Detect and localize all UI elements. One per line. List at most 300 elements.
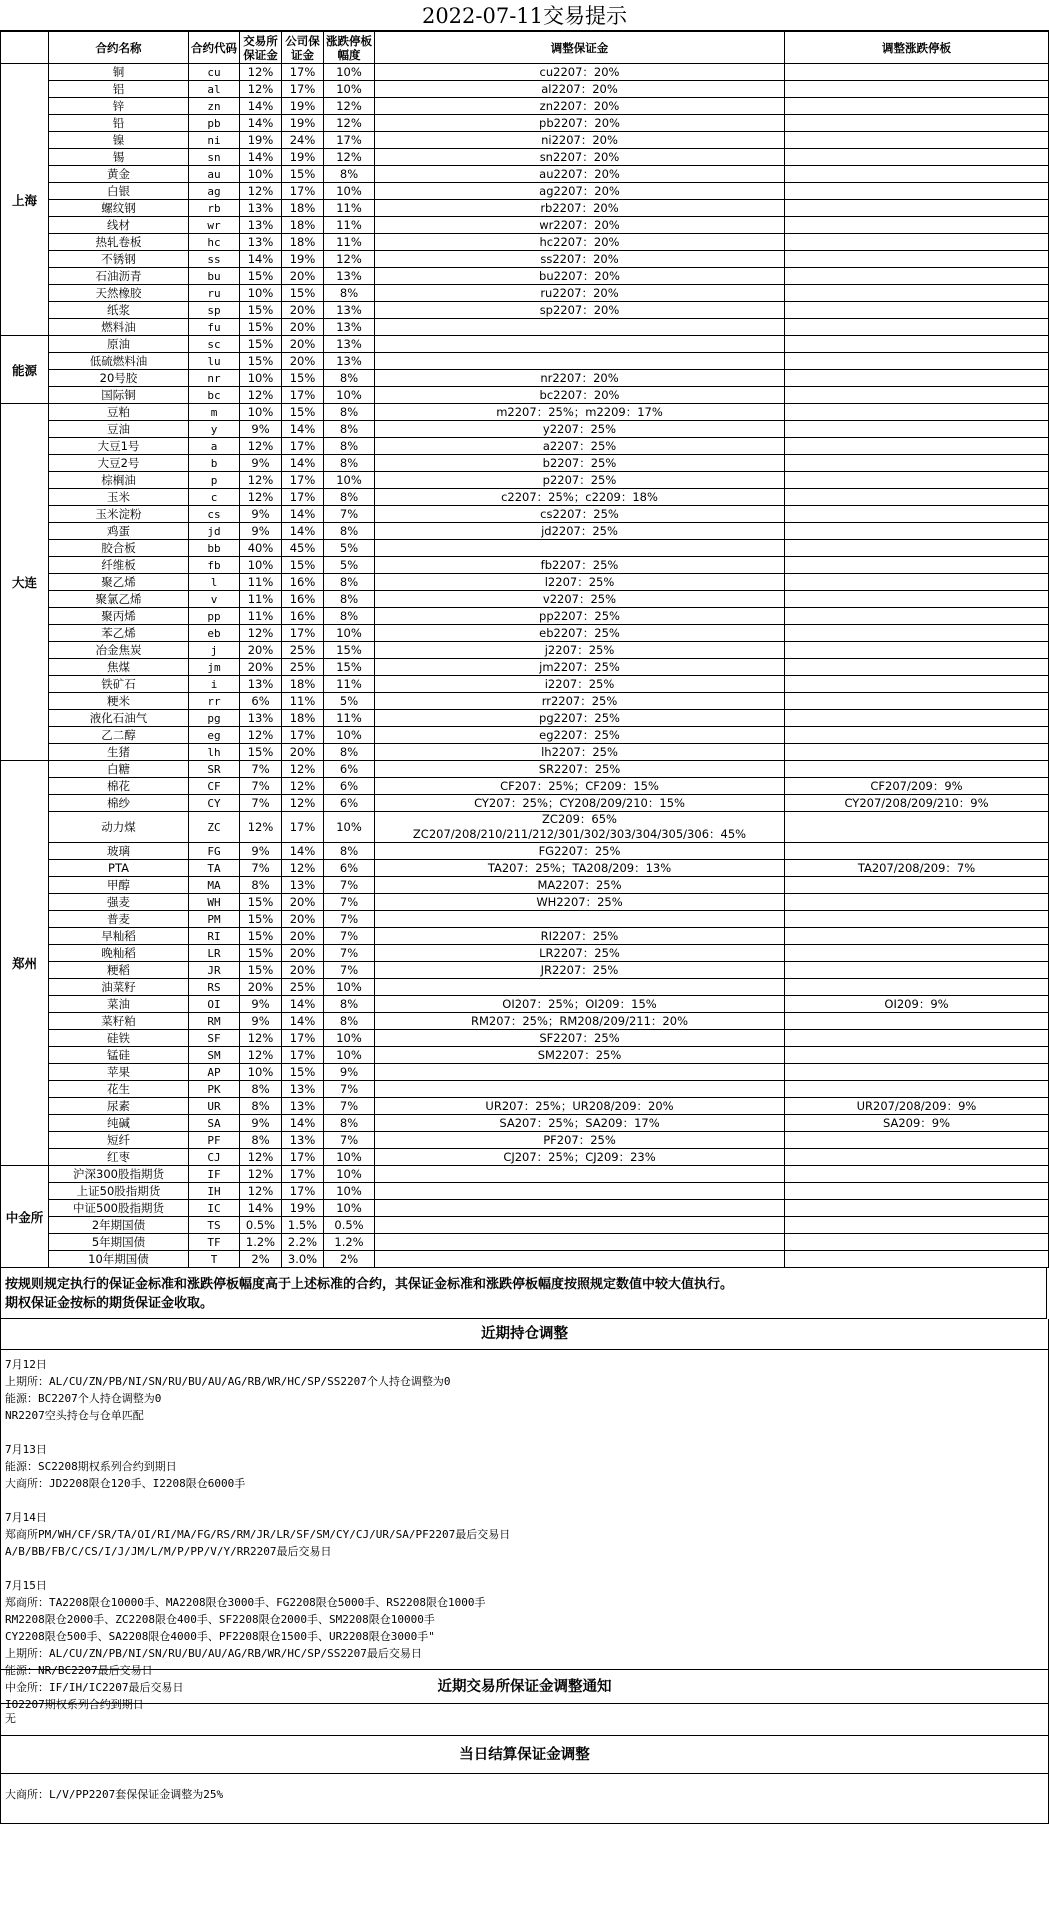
table-row — [1, 608, 1049, 625]
price-limit-cell: 8% — [324, 843, 375, 860]
contract-name-cell: 上证50股指期货 — [49, 1183, 189, 1200]
settlement-adjust-body: 大商所：L/V/PP2207套保保证金调整为25% — [0, 1774, 1049, 1824]
company-margin-cell: 17% — [282, 625, 324, 642]
table-row — [1, 132, 1049, 149]
exchange-margin-cell: 15% — [240, 353, 282, 370]
company-margin-cell: 20% — [282, 911, 324, 928]
contract-name-cell: 棉花 — [49, 778, 189, 795]
company-margin-cell: 25% — [282, 659, 324, 676]
price-limit-cell: 8% — [324, 608, 375, 625]
contract-code-cell: IF — [189, 1166, 240, 1183]
contract-code-cell: nr — [189, 370, 240, 387]
price-limit-cell: 10% — [324, 1047, 375, 1064]
contract-code-cell: ss — [189, 251, 240, 268]
contract-code-cell: ni — [189, 132, 240, 149]
price-limit-cell: 11% — [324, 217, 375, 234]
price-limit-cell: 10% — [324, 1200, 375, 1217]
table-row — [1, 336, 1049, 353]
company-margin-cell: 14% — [282, 523, 324, 540]
contract-code-cell: CJ — [189, 1149, 240, 1166]
exchange-margin-cell: 10% — [240, 1064, 282, 1081]
exchange-margin-cell: 12% — [240, 489, 282, 506]
contract-code-cell: eb — [189, 625, 240, 642]
contract-code-cell: lu — [189, 353, 240, 370]
price-limit-cell: 17% — [324, 132, 375, 149]
contract-code-cell: jd — [189, 523, 240, 540]
adjusted-margin-cell: SA207：25%；SA209：17% — [375, 1115, 785, 1132]
exchange-name-cell: 大连 — [1, 404, 49, 761]
contract-code-cell: pp — [189, 608, 240, 625]
table-row — [1, 727, 1049, 744]
adjusted-margin-cell: MA2207：25% — [375, 877, 785, 894]
contract-name-cell: 燃料油 — [49, 319, 189, 336]
company-margin-cell: 14% — [282, 843, 324, 860]
company-margin-cell: 13% — [282, 1081, 324, 1098]
price-limit-cell: 10% — [324, 183, 375, 200]
adjusted-margin-cell: SM2207：25% — [375, 1047, 785, 1064]
rule-note-line-1: 按规则规定执行的保证金标准和涨跌停板幅度高于上述标准的合约，其保证金标准和涨跌停板幅度按照规定数值中较大值执行。 — [5, 1277, 734, 1292]
company-margin-cell: 16% — [282, 574, 324, 591]
exchange-margin-cell: 15% — [240, 302, 282, 319]
company-margin-cell: 15% — [282, 404, 324, 421]
contract-name-cell: 生猪 — [49, 744, 189, 761]
contract-code-cell: hc — [189, 234, 240, 251]
adjusted-limit-cell — [785, 557, 1049, 574]
price-limit-cell: 10% — [324, 81, 375, 98]
adjusted-limit-cell — [785, 1234, 1049, 1251]
company-margin-cell: 19% — [282, 149, 324, 166]
adjusted-margin-cell: j2207：25% — [375, 642, 785, 659]
adjusted-margin-cell: i2207：25% — [375, 676, 785, 693]
adjusted-margin-cell — [375, 1200, 785, 1217]
exchange-margin-cell: 12% — [240, 1183, 282, 1200]
adjusted-limit-cell — [785, 489, 1049, 506]
price-limit-cell: 6% — [324, 778, 375, 795]
adjusted-limit-cell — [785, 591, 1049, 608]
table-row — [1, 911, 1049, 928]
contract-name-cell: 不锈钢 — [49, 251, 189, 268]
contract-name-cell: 锌 — [49, 98, 189, 115]
table-row — [1, 149, 1049, 166]
price-limit-cell: 5% — [324, 557, 375, 574]
exchange-margin-cell: 15% — [240, 962, 282, 979]
company-margin-cell: 17% — [282, 1183, 324, 1200]
adjusted-margin-cell: rr2207：25% — [375, 693, 785, 710]
adjusted-limit-cell — [785, 894, 1049, 911]
adjusted-margin-cell: al2207：20% — [375, 81, 785, 98]
adjusted-margin-cell: zn2207：20% — [375, 98, 785, 115]
price-limit-cell: 0.5% — [324, 1217, 375, 1234]
contract-name-cell: 强麦 — [49, 894, 189, 911]
adjusted-margin-cell: pb2207：20% — [375, 115, 785, 132]
table-row — [1, 217, 1049, 234]
price-limit-cell: 8% — [324, 574, 375, 591]
price-limit-cell: 10% — [324, 625, 375, 642]
adjusted-margin-cell: pg2207：25% — [375, 710, 785, 727]
adjusted-limit-cell — [785, 642, 1049, 659]
contract-code-cell: PK — [189, 1081, 240, 1098]
adjusted-margin-cell: m2207：25%；m2209：17% — [375, 404, 785, 421]
adjusted-margin-cell: l2207：25% — [375, 574, 785, 591]
adjusted-limit-cell — [785, 659, 1049, 676]
contract-code-cell: j — [189, 642, 240, 659]
table-row — [1, 523, 1049, 540]
price-limit-cell: 8% — [324, 523, 375, 540]
price-limit-cell: 7% — [324, 894, 375, 911]
header-co-margin: 公司保证金 — [282, 32, 324, 64]
company-margin-cell: 19% — [282, 1200, 324, 1217]
contract-name-cell: 中证500股指期货 — [49, 1200, 189, 1217]
contract-name-cell: 铁矿石 — [49, 676, 189, 693]
adjusted-margin-cell: SR2207：25% — [375, 761, 785, 778]
rule-note-line-2: 期权保证金按标的期货保证金收取。 — [5, 1296, 214, 1311]
exchange-margin-cell: 15% — [240, 744, 282, 761]
table-row — [1, 625, 1049, 642]
table-row — [1, 319, 1049, 336]
adjusted-limit-cell — [785, 353, 1049, 370]
contract-name-cell: 普麦 — [49, 911, 189, 928]
table-row — [1, 1251, 1049, 1268]
adjusted-limit-cell — [785, 1149, 1049, 1166]
header-limit: 涨跌停板幅度 — [324, 32, 375, 64]
table-row — [1, 945, 1049, 962]
contract-name-cell: 铅 — [49, 115, 189, 132]
price-limit-cell: 13% — [324, 319, 375, 336]
adjusted-limit-cell — [785, 81, 1049, 98]
company-margin-cell: 20% — [282, 302, 324, 319]
contract-code-cell: TS — [189, 1217, 240, 1234]
adjusted-limit-cell — [785, 319, 1049, 336]
adjusted-margin-cell: ru2207：20% — [375, 285, 785, 302]
exchange-margin-cell: 11% — [240, 608, 282, 625]
adjusted-margin-cell: bc2207：20% — [375, 387, 785, 404]
adjusted-margin-cell: jm2207：25% — [375, 659, 785, 676]
company-margin-cell: 20% — [282, 928, 324, 945]
company-margin-cell: 12% — [282, 860, 324, 877]
adjusted-margin-cell: rb2207：20% — [375, 200, 785, 217]
adjusted-limit-cell — [785, 1081, 1049, 1098]
adjusted-margin-cell — [375, 1234, 785, 1251]
company-margin-cell: 17% — [282, 81, 324, 98]
adjusted-limit-cell — [785, 1251, 1049, 1268]
table-row — [1, 472, 1049, 489]
adjusted-limit-cell — [785, 574, 1049, 591]
company-margin-cell: 20% — [282, 319, 324, 336]
adjusted-margin-cell: cs2207：25% — [375, 506, 785, 523]
contract-name-cell: 苹果 — [49, 1064, 189, 1081]
contract-code-cell: IC — [189, 1200, 240, 1217]
table-row — [1, 877, 1049, 894]
company-margin-cell: 14% — [282, 506, 324, 523]
contract-name-cell: 短纤 — [49, 1132, 189, 1149]
contract-code-cell: y — [189, 421, 240, 438]
contract-code-cell: ag — [189, 183, 240, 200]
contract-name-cell: 沪深300股指期货 — [49, 1166, 189, 1183]
price-limit-cell: 12% — [324, 98, 375, 115]
company-margin-cell: 17% — [282, 1030, 324, 1047]
adjusted-limit-cell — [785, 979, 1049, 996]
adjusted-limit-cell — [785, 506, 1049, 523]
exchange-margin-cell: 15% — [240, 911, 282, 928]
company-margin-cell: 15% — [282, 370, 324, 387]
contract-code-cell: SA — [189, 1115, 240, 1132]
contract-code-cell: RS — [189, 979, 240, 996]
contract-name-cell: 棉纱 — [49, 795, 189, 812]
exchange-margin-cell: 9% — [240, 421, 282, 438]
adjusted-margin-cell: SF2207：25% — [375, 1030, 785, 1047]
price-limit-cell: 10% — [324, 812, 375, 843]
exchange-name-cell: 中金所 — [1, 1166, 49, 1268]
table-row — [1, 421, 1049, 438]
exchange-margin-cell: 9% — [240, 1013, 282, 1030]
contract-name-cell: 粳米 — [49, 693, 189, 710]
exchange-margin-cell: 11% — [240, 591, 282, 608]
contract-name-cell: 铝 — [49, 81, 189, 98]
adjusted-margin-cell: au2207：20% — [375, 166, 785, 183]
adjusted-limit-cell — [785, 98, 1049, 115]
contract-code-cell: fu — [189, 319, 240, 336]
exchange-name-cell: 能源 — [1, 336, 49, 404]
contract-code-cell: zn — [189, 98, 240, 115]
contract-name-cell: 大豆1号 — [49, 438, 189, 455]
exchange-margin-cell: 13% — [240, 234, 282, 251]
contract-code-cell: lh — [189, 744, 240, 761]
adjusted-limit-cell — [785, 1030, 1049, 1047]
contract-name-cell: 黄金 — [49, 166, 189, 183]
company-margin-cell: 20% — [282, 268, 324, 285]
contract-code-cell: MA — [189, 877, 240, 894]
table-header-row — [1, 32, 1049, 64]
rule-note — [0, 1268, 1047, 1319]
company-margin-cell: 17% — [282, 812, 324, 843]
contract-name-cell: 玉米淀粉 — [49, 506, 189, 523]
table-row — [1, 642, 1049, 659]
company-margin-cell: 45% — [282, 540, 324, 557]
contract-code-cell: TF — [189, 1234, 240, 1251]
price-limit-cell: 8% — [324, 996, 375, 1013]
price-limit-cell: 8% — [324, 370, 375, 387]
price-limit-cell: 8% — [324, 421, 375, 438]
price-limit-cell: 6% — [324, 761, 375, 778]
contract-code-cell: SM — [189, 1047, 240, 1064]
exchange-margin-cell: 12% — [240, 387, 282, 404]
contract-name-cell: 锰硅 — [49, 1047, 189, 1064]
table-row — [1, 1217, 1049, 1234]
exchange-margin-cell: 8% — [240, 877, 282, 894]
contract-name-cell: 早籼稻 — [49, 928, 189, 945]
exchange-margin-cell: 15% — [240, 319, 282, 336]
price-limit-cell: 7% — [324, 506, 375, 523]
price-limit-cell: 15% — [324, 659, 375, 676]
table-row — [1, 1234, 1049, 1251]
table-row — [1, 1081, 1049, 1098]
contract-name-cell: 乙二醇 — [49, 727, 189, 744]
contract-name-cell: 白糖 — [49, 761, 189, 778]
contract-name-cell: 石油沥青 — [49, 268, 189, 285]
exchange-margin-cell: 13% — [240, 710, 282, 727]
table-row — [1, 812, 1049, 843]
adjusted-limit-cell — [785, 676, 1049, 693]
contract-code-cell: UR — [189, 1098, 240, 1115]
contract-code-cell: v — [189, 591, 240, 608]
contract-name-cell: 低硫燃料油 — [49, 353, 189, 370]
contract-code-cell: cu — [189, 64, 240, 81]
settlement-adjust-title: 当日结算保证金调整 — [0, 1736, 1049, 1774]
contract-code-cell: bu — [189, 268, 240, 285]
contract-code-cell: m — [189, 404, 240, 421]
company-margin-cell: 1.5% — [282, 1217, 324, 1234]
adjusted-limit-cell — [785, 404, 1049, 421]
table-row — [1, 996, 1049, 1013]
exchange-margin-cell: 10% — [240, 285, 282, 302]
adjusted-limit-cell — [785, 183, 1049, 200]
exchange-margin-cell: 8% — [240, 1132, 282, 1149]
table-row — [1, 115, 1049, 132]
adjusted-limit-cell — [785, 438, 1049, 455]
adjusted-margin-cell — [375, 1064, 785, 1081]
adjusted-limit-cell — [785, 1183, 1049, 1200]
company-margin-cell: 18% — [282, 200, 324, 217]
exchange-margin-cell: 13% — [240, 217, 282, 234]
exchange-margin-cell: 12% — [240, 472, 282, 489]
contract-name-cell: 尿素 — [49, 1098, 189, 1115]
contract-name-cell: 线材 — [49, 217, 189, 234]
table-row — [1, 894, 1049, 911]
contract-name-cell: 大豆2号 — [49, 455, 189, 472]
adjusted-limit-cell — [785, 1064, 1049, 1081]
price-limit-cell: 5% — [324, 540, 375, 557]
contract-name-cell: 油菜籽 — [49, 979, 189, 996]
adjusted-limit-cell: CY207/208/209/210：9% — [785, 795, 1049, 812]
adjusted-limit-cell: TA207/208/209：7% — [785, 860, 1049, 877]
price-limit-cell: 6% — [324, 860, 375, 877]
table-row — [1, 795, 1049, 812]
price-limit-cell: 10% — [324, 387, 375, 404]
exchange-margin-cell: 12% — [240, 1030, 282, 1047]
company-margin-cell: 17% — [282, 1166, 324, 1183]
contract-code-cell: CF — [189, 778, 240, 795]
exchange-margin-cell: 8% — [240, 1081, 282, 1098]
adjusted-margin-cell: CY207：25%；CY208/209/210：15% — [375, 795, 785, 812]
contract-name-cell: 天然橡胶 — [49, 285, 189, 302]
adjusted-margin-cell: a2207：25% — [375, 438, 785, 455]
adjusted-limit-cell — [785, 217, 1049, 234]
price-limit-cell: 9% — [324, 1064, 375, 1081]
contract-name-cell: 玉米 — [49, 489, 189, 506]
company-margin-cell: 20% — [282, 353, 324, 370]
adjusted-margin-cell — [375, 336, 785, 353]
company-margin-cell: 17% — [282, 438, 324, 455]
contract-name-cell: 纸浆 — [49, 302, 189, 319]
contract-code-cell: wr — [189, 217, 240, 234]
adjusted-margin-cell: fb2207：25% — [375, 557, 785, 574]
price-limit-cell: 7% — [324, 1081, 375, 1098]
adjusted-limit-cell — [785, 710, 1049, 727]
exchange-margin-cell: 15% — [240, 336, 282, 353]
page-title: 2022-07-11交易提示 — [0, 0, 1049, 31]
price-limit-cell: 11% — [324, 710, 375, 727]
table-row — [1, 183, 1049, 200]
exchange-margin-cell: 12% — [240, 1149, 282, 1166]
contract-code-cell: pb — [189, 115, 240, 132]
adjusted-limit-cell — [785, 608, 1049, 625]
company-margin-cell: 20% — [282, 336, 324, 353]
contract-name-cell: 纤维板 — [49, 557, 189, 574]
exchange-margin-cell: 15% — [240, 268, 282, 285]
exchange-margin-cell: 7% — [240, 761, 282, 778]
price-limit-cell: 8% — [324, 591, 375, 608]
adjusted-limit-cell — [785, 336, 1049, 353]
contract-code-cell: jm — [189, 659, 240, 676]
adjusted-margin-cell: nr2207：20% — [375, 370, 785, 387]
header-exch-margin: 交易所保证金 — [240, 32, 282, 64]
company-margin-cell: 20% — [282, 945, 324, 962]
table-row — [1, 455, 1049, 472]
contract-code-cell: CY — [189, 795, 240, 812]
company-margin-cell: 14% — [282, 1013, 324, 1030]
company-margin-cell: 13% — [282, 1132, 324, 1149]
table-row — [1, 979, 1049, 996]
company-margin-cell: 13% — [282, 1098, 324, 1115]
table-row — [1, 81, 1049, 98]
table-row — [1, 676, 1049, 693]
company-margin-cell: 17% — [282, 387, 324, 404]
price-limit-cell: 7% — [324, 945, 375, 962]
table-row — [1, 268, 1049, 285]
contract-code-cell: ZC — [189, 812, 240, 843]
price-limit-cell: 8% — [324, 455, 375, 472]
adjusted-limit-cell — [785, 1200, 1049, 1217]
adjusted-limit-cell — [785, 421, 1049, 438]
exchange-margin-cell: 1.2% — [240, 1234, 282, 1251]
company-margin-cell: 25% — [282, 979, 324, 996]
adjusted-limit-cell — [785, 761, 1049, 778]
table-row — [1, 353, 1049, 370]
company-margin-cell: 17% — [282, 727, 324, 744]
adjusted-margin-cell — [375, 319, 785, 336]
company-margin-cell: 17% — [282, 1047, 324, 1064]
table-row — [1, 166, 1049, 183]
table-row — [1, 302, 1049, 319]
exchange-name-cell: 郑州 — [1, 761, 49, 1166]
exchange-margin-cell: 14% — [240, 251, 282, 268]
company-margin-cell: 3.0% — [282, 1251, 324, 1268]
company-margin-cell: 12% — [282, 761, 324, 778]
table-row — [1, 591, 1049, 608]
company-margin-cell: 19% — [282, 115, 324, 132]
price-limit-cell: 13% — [324, 353, 375, 370]
table-row — [1, 1098, 1049, 1115]
adjusted-margin-cell — [375, 1251, 785, 1268]
adjusted-margin-cell — [375, 353, 785, 370]
price-limit-cell: 7% — [324, 962, 375, 979]
table-row — [1, 1064, 1049, 1081]
table-row — [1, 540, 1049, 557]
contract-name-cell: 棕榈油 — [49, 472, 189, 489]
adjusted-margin-cell: CJ207：25%；CJ209：23% — [375, 1149, 785, 1166]
adjusted-margin-cell: JR2207：25% — [375, 962, 785, 979]
contract-name-cell: 晚籼稻 — [49, 945, 189, 962]
company-margin-cell: 16% — [282, 591, 324, 608]
exchange-margin-cell: 12% — [240, 64, 282, 81]
contract-name-cell: 鸡蛋 — [49, 523, 189, 540]
table-row — [1, 962, 1049, 979]
adjusted-limit-cell: CF207/209：9% — [785, 778, 1049, 795]
exchange-notice-title: 近期交易所保证金调整通知 — [0, 1670, 1049, 1704]
table-row — [1, 234, 1049, 251]
contract-code-cell: cs — [189, 506, 240, 523]
table-row — [1, 1115, 1049, 1132]
